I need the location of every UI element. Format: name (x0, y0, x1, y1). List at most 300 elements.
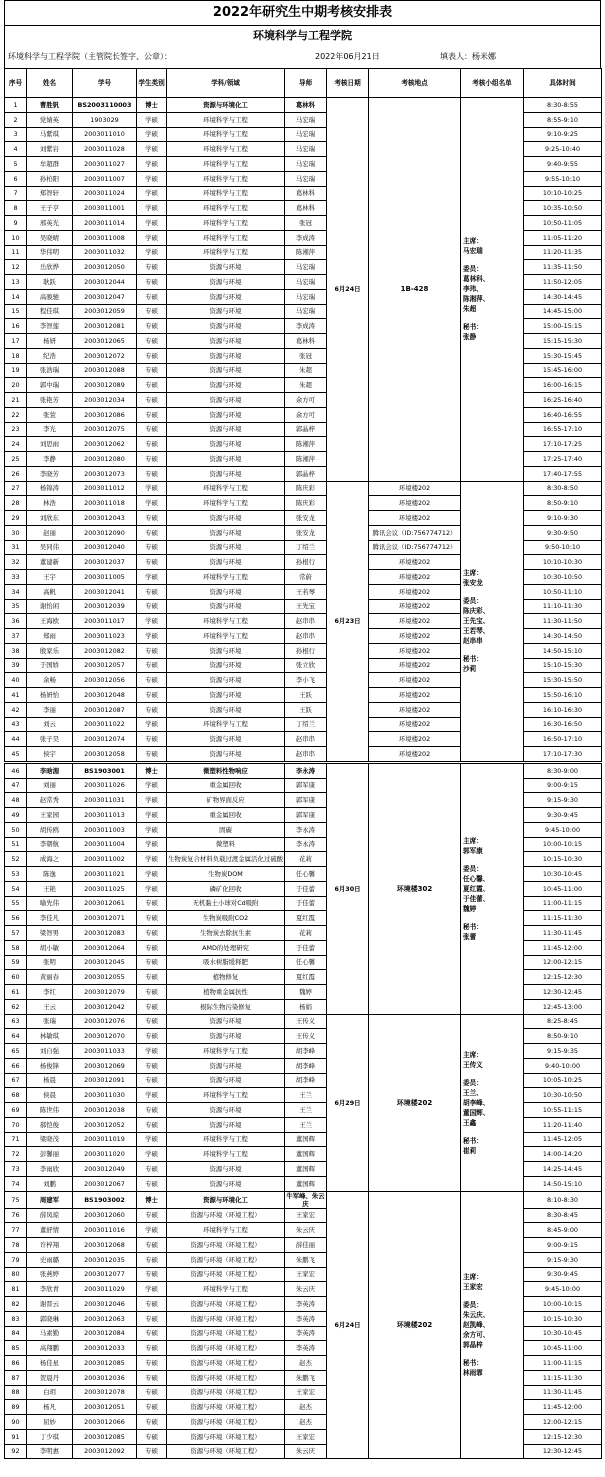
student-id: 2003012082 (73, 643, 137, 658)
advisor: 王家宏 (285, 1267, 327, 1282)
discipline: 环境科学与工程 (167, 1147, 285, 1162)
discipline: 资源与环境 (167, 319, 285, 334)
discipline: 环境科学与工程 (167, 614, 285, 629)
committee-line: 王兰、 (463, 1088, 483, 1097)
row-number: 78 (5, 1238, 27, 1253)
advisor: 马宏瑞 (285, 127, 327, 142)
exam-venue: 腾讯会议（ID:756774712） (369, 525, 461, 540)
header-cell: 具体时间 (524, 69, 602, 98)
discipline: 资源与环境（环境工程） (167, 1252, 285, 1267)
advisor: 马宏瑞 (285, 142, 327, 157)
row-number: 11 (5, 245, 27, 260)
student-name: 杨凡 (27, 1400, 73, 1415)
row-number: 66 (5, 1058, 27, 1073)
time-slot: 9:45-10:00 (524, 1282, 602, 1297)
student-type: 专硕 (137, 1058, 167, 1073)
exam-venue: 环境楼202 (369, 496, 461, 511)
exam-venue: 1B-428 (369, 98, 461, 482)
committee-line: 秘书： (463, 1358, 483, 1367)
student-name: 李智莲 (27, 319, 73, 334)
row-number: 90 (5, 1415, 27, 1430)
student-name: 张燕婷 (27, 1267, 73, 1282)
row-number: 2 (5, 112, 27, 127)
advisor: 陈庆彩 (285, 496, 327, 511)
advisor: 张冠 (285, 348, 327, 363)
discipline: 资源与环境 (167, 422, 285, 437)
advisor: 李永涛 (285, 822, 327, 837)
student-name: 董建新 (27, 555, 73, 570)
student-name: 黄丽春 (27, 970, 73, 985)
student-type: 专硕 (137, 1238, 167, 1253)
time-slot: 17:10-17:25 (524, 437, 602, 452)
advisor: 赵串串 (285, 629, 327, 644)
committee-line: 赵凯峰、 (463, 1320, 490, 1329)
time-slot: 15:10-15:30 (524, 658, 602, 673)
time-slot: 10:50-11:10 (524, 584, 602, 599)
time-slot: 16:55-17:10 (524, 422, 602, 437)
discipline: 资源与环境 (167, 1073, 285, 1088)
student-name: 张瑞 (27, 1014, 73, 1029)
student-type: 专硕 (137, 673, 167, 688)
info-row (4, 46, 601, 68)
row-number: 79 (5, 1252, 27, 1267)
student-type: 专硕 (137, 1385, 167, 1400)
time-slot: 11:30-11:50 (524, 614, 602, 629)
student-type: 专硕 (137, 452, 167, 467)
advisor: 王家宏 (285, 1208, 327, 1223)
time-slot: 12:30-12:45 (524, 1444, 602, 1459)
student-type: 学硕 (137, 614, 167, 629)
row-number: 33 (5, 570, 27, 585)
committee-line: 王先宝、 (463, 617, 490, 626)
committee-line: 主席： (463, 1050, 483, 1059)
student-name: 殷家乐 (27, 643, 73, 658)
row-number: 92 (5, 1444, 27, 1459)
time-slot: 11:30-11:45 (524, 926, 602, 941)
student-type: 学硕 (137, 881, 167, 896)
row-number: 29 (5, 511, 27, 526)
committee-line (463, 256, 523, 264)
student-type: 专硕 (137, 702, 167, 717)
student-id: 2003012081 (73, 319, 137, 334)
student-name: 张萱 (27, 407, 73, 422)
advisor: 李永涛 (285, 837, 327, 852)
student-id: 2003012092 (73, 1444, 137, 1459)
student-type: 专硕 (137, 260, 167, 275)
advisor: 陈湘萍 (285, 245, 327, 260)
advisor: 张安龙 (285, 511, 327, 526)
row-number: 53 (5, 867, 27, 882)
student-name: 张子昊 (27, 732, 73, 747)
student-id: 2003012049 (73, 1162, 137, 1177)
time-slot: 11:00-11:15 (524, 1356, 602, 1371)
row-number: 34 (5, 584, 27, 599)
discipline: 资源与环境 (167, 466, 285, 481)
row-number: 82 (5, 1297, 27, 1312)
row-number: 40 (5, 673, 27, 688)
time-slot: 16:40-16:55 (524, 407, 602, 422)
advisor: 陈庆彩 (285, 481, 327, 496)
row-number: 65 (5, 1044, 27, 1059)
discipline: 资源与环境 (167, 378, 285, 393)
exam-venue: 环境楼202 (369, 643, 461, 658)
student-id: BS1903001 (73, 762, 137, 778)
committee-line: 秘书： (463, 922, 483, 931)
discipline: 植物重金属抗性 (167, 985, 285, 1000)
student-type: 专硕 (137, 1162, 167, 1177)
student-id: 2003012045 (73, 955, 137, 970)
student-name: 牟超群 (27, 157, 73, 172)
student-type: 学硕 (137, 496, 167, 511)
committee-line: 沙莉 (463, 665, 477, 674)
row-number: 8 (5, 201, 27, 216)
discipline: 资源与环境 (167, 688, 285, 703)
row-number: 9 (5, 216, 27, 231)
fill-date: 2022年06月21日 (315, 52, 380, 61)
header-cell: 学号 (73, 69, 137, 98)
header-row (5, 69, 602, 98)
discipline: 环境科学与工程 (167, 127, 285, 142)
committee-line (463, 1070, 523, 1078)
student-id: 2003011025 (73, 881, 137, 896)
student-name: 王海欧 (27, 614, 73, 629)
student-name: 史雨璐 (27, 1252, 73, 1267)
advisor: 李英涛 (285, 1341, 327, 1356)
time-slot: 16:30-16:50 (524, 717, 602, 732)
student-id: 2003012066 (73, 1415, 137, 1430)
exam-venue: 环境楼302 (369, 762, 461, 1014)
row-number: 59 (5, 955, 27, 970)
advisor: 郭军康 (285, 778, 327, 793)
student-name: 杨锦涛 (27, 481, 73, 496)
student-id: 2003012035 (73, 1252, 137, 1267)
time-slot: 9:40-9:55 (524, 157, 602, 172)
student-type: 专硕 (137, 658, 167, 673)
student-type: 学硕 (137, 1044, 167, 1059)
committee-line: 于佳蕾、 (463, 894, 490, 903)
advisor: 王先宝 (285, 599, 327, 614)
time-slot: 9:15-9:30 (524, 793, 602, 808)
student-id: 2003012046 (73, 1297, 137, 1312)
student-id: 2003012057 (73, 658, 137, 673)
student-type: 专硕 (137, 555, 167, 570)
discipline: 环境科学与工程 (167, 629, 285, 644)
student-name: 林浩 (27, 496, 73, 511)
row-number: 39 (5, 658, 27, 673)
student-type: 专硕 (137, 970, 167, 985)
committee-line: 林雨霏 (463, 1368, 483, 1377)
time-slot: 9:55-10:10 (524, 171, 602, 186)
student-type: 博士 (137, 98, 167, 113)
row-number: 91 (5, 1429, 27, 1444)
student-id: 2003011027 (73, 157, 137, 172)
time-slot: 16:50-17:10 (524, 732, 602, 747)
student-type: 专硕 (137, 437, 167, 452)
student-id: 2003011023 (73, 629, 137, 644)
row-number: 3 (5, 127, 27, 142)
discipline: 资源与环境（环境工程） (167, 1385, 285, 1400)
student-name: 华伟明 (27, 245, 73, 260)
student-type: 专硕 (137, 525, 167, 540)
advisor: 余方可 (285, 407, 327, 422)
discipline: 资源与环境 (167, 747, 285, 763)
row-number: 70 (5, 1117, 27, 1132)
student-type: 专硕 (137, 289, 167, 304)
student-name: 刘鹏 (27, 1176, 73, 1191)
discipline: 资源与环境 (167, 673, 285, 688)
time-slot: 14:25-14:45 (524, 1162, 602, 1177)
discipline: 资源与环境 (167, 363, 285, 378)
advisor: 魏婷 (285, 985, 327, 1000)
student-name: 梁智男 (27, 926, 73, 941)
student-type: 学硕 (137, 157, 167, 172)
committee-line: 委员： (463, 597, 483, 606)
student-type: 学硕 (137, 201, 167, 216)
row-number: 81 (5, 1282, 27, 1297)
student-name: 王宇 (27, 570, 73, 585)
time-slot: 12:15-12:30 (524, 1429, 602, 1444)
advisor: 杨娟 (285, 999, 327, 1014)
student-id: 2003012089 (73, 378, 137, 393)
time-slot: 16:25-16:40 (524, 393, 602, 408)
committee-line: 秘书： (463, 323, 483, 332)
time-slot: 9:10-9:25 (524, 127, 602, 142)
discipline: 环境科学与工程 (167, 230, 285, 245)
committee-line: 主席： (463, 569, 483, 578)
student-id: 2003011010 (73, 127, 137, 142)
student-name: 杨佳星 (27, 1356, 73, 1371)
discipline: 资源与环境 (167, 289, 285, 304)
student-type: 专硕 (137, 1103, 167, 1118)
student-name: 张浩瑞 (27, 363, 73, 378)
discipline: 生物炭吸附CO2 (167, 911, 285, 926)
student-name: 谢怡闲 (27, 599, 73, 614)
student-id: 2003012086 (73, 407, 137, 422)
header-cell: 序号 (5, 69, 27, 98)
committee-line: 委员： (463, 1300, 483, 1309)
student-type: 专硕 (137, 1176, 167, 1191)
time-slot: 10:15-10:30 (524, 1311, 602, 1326)
student-name: 曹胜钒 (27, 98, 73, 113)
advisor: 郭晶梓 (285, 466, 327, 481)
header-cell: 学生类别 (137, 69, 167, 98)
exam-venue: 腾讯会议（ID:756774712） (369, 540, 461, 555)
time-slot: 10:10-10:30 (524, 555, 602, 570)
time-slot: 11:45-12:00 (524, 940, 602, 955)
row-number: 42 (5, 702, 27, 717)
student-id: 2003012084 (73, 1326, 137, 1341)
exam-venue: 环境楼202 (369, 658, 461, 673)
row-number: 6 (5, 171, 27, 186)
committee-list (461, 762, 524, 1014)
student-type: 专硕 (137, 584, 167, 599)
discipline: 环境科学与工程 (167, 717, 285, 732)
time-slot: 11:45-12:00 (524, 1400, 602, 1415)
student-type: 专硕 (137, 1014, 167, 1029)
student-name: 李静 (27, 452, 73, 467)
exam-venue: 环境楼202 (369, 570, 461, 585)
student-id: 2003011002 (73, 852, 137, 867)
advisor: 朱鹏飞 (285, 1252, 327, 1267)
discipline: 资源与环境（环境工程） (167, 1415, 285, 1430)
student-type: 专硕 (137, 688, 167, 703)
student-name: 王子亨 (27, 201, 73, 216)
committee-line: 陈庆彩、 (463, 607, 490, 616)
advisor: 李成涛 (285, 319, 327, 334)
advisor: 赵杰 (285, 1400, 327, 1415)
committee-line: 委员： (463, 265, 483, 274)
student-id: 2003012052 (73, 1117, 137, 1132)
committee-line: 王若琴、 (463, 627, 490, 636)
advisor: 赵杰 (285, 1356, 327, 1371)
time-slot: 9:40-10:00 (524, 1058, 602, 1073)
student-name: 邢英光 (27, 216, 73, 231)
student-name: 马素勤 (27, 1326, 73, 1341)
advisor: 马宏瑞 (285, 157, 327, 172)
exam-date: 6月29日 (327, 1014, 369, 1191)
discipline: 环境科学与工程 (167, 245, 285, 260)
exam-venue: 环境楼202 (369, 732, 461, 747)
student-type: 专硕 (137, 955, 167, 970)
table-row (5, 1191, 602, 1208)
time-slot: 10:50-11:05 (524, 216, 602, 231)
time-slot: 10:05-10:25 (524, 1073, 602, 1088)
student-name: 李晗湄 (27, 762, 73, 778)
time-slot: 11:10-11:30 (524, 599, 602, 614)
discipline: 根际生物污染修复 (167, 999, 285, 1014)
student-type: 学硕 (137, 778, 167, 793)
student-type: 学硕 (137, 245, 167, 260)
student-type: 学硕 (137, 186, 167, 201)
student-type: 专硕 (137, 1311, 167, 1326)
discipline: 环境科学与工程 (167, 157, 285, 172)
discipline: 资源与环境化工 (167, 1191, 285, 1208)
advisor: 葛林科 (285, 98, 327, 113)
advisor: 花莉 (285, 852, 327, 867)
student-type: 学硕 (137, 793, 167, 808)
advisor: 于佳蕾 (285, 940, 327, 955)
committee-line: 秘书： (463, 655, 483, 664)
discipline: 资源与环境 (167, 643, 285, 658)
row-number: 38 (5, 643, 27, 658)
student-name: 刘云 (27, 717, 73, 732)
time-slot: 9:15-9:30 (524, 1252, 602, 1267)
student-id: 2003011007 (73, 171, 137, 186)
time-slot: 11:15-11:30 (524, 1370, 602, 1385)
row-number: 44 (5, 732, 27, 747)
student-name: 李红 (27, 985, 73, 1000)
student-id: 2003011001 (73, 201, 137, 216)
student-name: 杨俊锋 (27, 1058, 73, 1073)
discipline: 资源与环境（环境工程） (167, 1400, 285, 1415)
committee-line: 朱云庆、 (463, 1310, 490, 1319)
advisor: 王兰 (285, 1117, 327, 1132)
student-name: 郝恺俊 (27, 1117, 73, 1132)
advisor: 陈湘萍 (285, 437, 327, 452)
time-slot: 11:15-11:30 (524, 911, 602, 926)
row-number: 7 (5, 186, 27, 201)
advisor: 孙根行 (285, 643, 327, 658)
student-id: 2003012039 (73, 599, 137, 614)
exam-date: 6月30日 (327, 762, 369, 1014)
student-id: 2003012085 (73, 1356, 137, 1371)
row-number: 63 (5, 1014, 27, 1029)
student-type: 学硕 (137, 1147, 167, 1162)
student-id: 2003011031 (73, 793, 137, 808)
committee-line: 张安龙 (463, 579, 483, 588)
time-slot: 9:30-9:45 (524, 808, 602, 823)
student-type: 专硕 (137, 319, 167, 334)
exam-venue: 环境楼202 (369, 717, 461, 732)
discipline: 资源与环境 (167, 599, 285, 614)
committee-line: 主席： (463, 836, 483, 845)
student-id: 2003011032 (73, 245, 137, 260)
student-id: 2003012059 (73, 304, 137, 319)
student-id: 2003011029 (73, 1282, 137, 1297)
student-name: 周建军 (27, 1191, 73, 1208)
advisor: 丁绍兰 (285, 540, 327, 555)
time-slot: 14:30-14:45 (524, 289, 602, 304)
time-slot: 10:30-10:50 (524, 1088, 602, 1103)
student-id: BS1903002 (73, 1191, 137, 1208)
discipline: 环境科学与工程 (167, 1044, 285, 1059)
discipline: 环境科学与工程 (167, 112, 285, 127)
discipline: 资源与环境 (167, 1176, 285, 1191)
time-slot: 10:45-11:00 (524, 1341, 602, 1356)
header-cell: 学科/领域 (167, 69, 285, 98)
discipline: 环境科学与工程 (167, 1132, 285, 1147)
student-name: 郑雨 (27, 629, 73, 644)
student-type: 博士 (137, 762, 167, 778)
discipline: 资源与环境 (167, 702, 285, 717)
advisor: 朱云庆 (285, 1444, 327, 1459)
advisor: 王跃 (285, 702, 327, 717)
student-id: 2003011021 (73, 867, 137, 882)
row-number: 80 (5, 1267, 27, 1282)
student-id: 2003012077 (73, 1267, 137, 1282)
student-id: 2003012061 (73, 896, 137, 911)
discipline: 资源与环境 (167, 437, 285, 452)
row-number: 83 (5, 1311, 27, 1326)
student-id: 2003012048 (73, 688, 137, 703)
committee-list (461, 481, 524, 762)
row-number: 50 (5, 822, 27, 837)
discipline: 矿物界面反应 (167, 793, 285, 808)
student-name: 程佳琪 (27, 304, 73, 319)
row-number: 52 (5, 852, 27, 867)
time-slot: 10:55-11:15 (524, 1103, 602, 1118)
exam-date: 6月23日 (327, 481, 369, 762)
student-id: 2003012058 (73, 747, 137, 763)
student-id: 2003012068 (73, 1238, 137, 1253)
exam-venue: 环境楼202 (369, 1191, 461, 1459)
student-name: 林敏琪 (27, 1029, 73, 1044)
discipline: 资源与环境 (167, 260, 285, 275)
student-type: 专硕 (137, 999, 167, 1014)
student-type: 学硕 (137, 230, 167, 245)
student-type: 专硕 (137, 940, 167, 955)
advisor: 赵串串 (285, 732, 327, 747)
table-row (5, 762, 602, 778)
student-name: 刘欣东 (27, 511, 73, 526)
row-number: 57 (5, 926, 27, 941)
student-type: 专硕 (137, 466, 167, 481)
time-slot: 12:45-13:00 (524, 999, 602, 1014)
student-id: 2003011012 (73, 481, 137, 496)
student-id: 2003011028 (73, 142, 137, 157)
student-id: 2003011026 (73, 778, 137, 793)
discipline: 资源与环境（环境工程） (167, 1341, 285, 1356)
